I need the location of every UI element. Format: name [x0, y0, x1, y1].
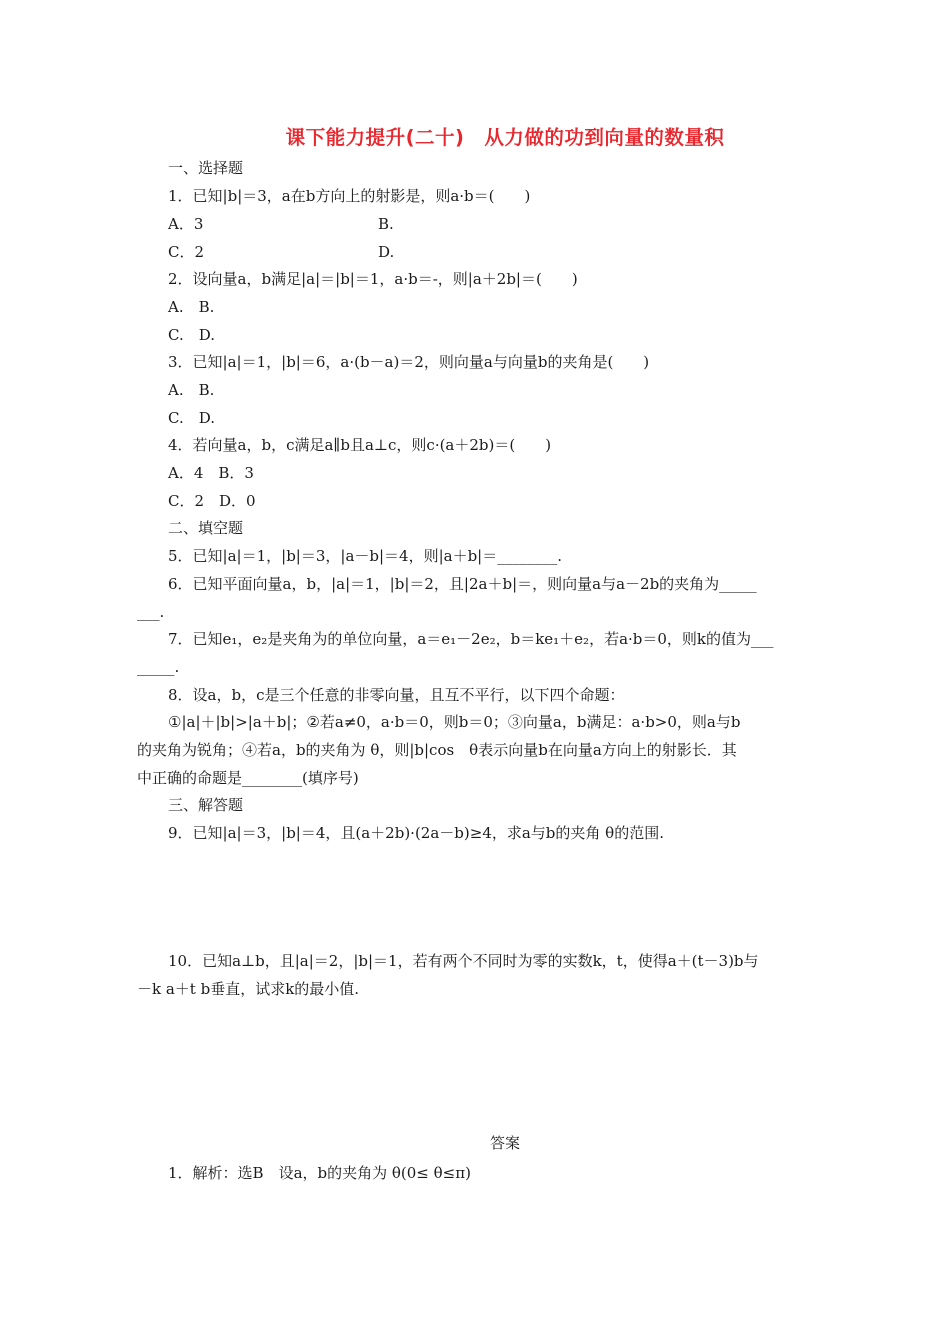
q1-option-a: A．3: [168, 215, 204, 233]
q1-option-b: B.: [378, 215, 394, 233]
q10-line-1: 10．已知a⊥b，且|a|＝2，|b|＝1，若有两个不同时为零的实数k，t，使得a＋(t－3)b与: [168, 952, 759, 970]
q3-stem: 3．已知|a|＝1，|b|＝6，a·(b－a)＝2，则向量a与向量b的夹角是( ): [168, 353, 650, 371]
q1-option-d: D.: [378, 243, 395, 261]
q1-stem: 1．已知|b|＝3，a在b方向上的射影是，则a·b＝( ): [168, 187, 531, 205]
q9-stem: 9．已知|a|＝3，|b|＝4，且(a＋2b)·(2a－b)≥4，求a与b的夹角 θ的范围.: [168, 824, 664, 842]
q4-options-cd: C．2 D．0: [168, 492, 256, 510]
section-problems: 三、解答题: [168, 796, 244, 814]
q5-stem: 5．已知|a|＝1，|b|＝3，|a－b|＝4，则|a＋b|＝________.: [168, 547, 563, 565]
q4-stem: 4．若向量a，b，c满足a∥b且a⊥c，则c·(a＋2b)＝( ): [168, 436, 552, 454]
q6-line-2: ___.: [137, 603, 165, 621]
q8-line-1: 8．设a，b，c是三个任意的非零向量，且互不平行，以下四个命题：: [168, 686, 625, 704]
page-title: 课下能力提升(二十) 从力做的功到向量的数量积: [285, 126, 725, 149]
q4-options-ab: A．4 B．3: [168, 464, 254, 482]
answer-1: 1．解析：选B 设a，b的夹角为 θ(0≤ θ≤π): [168, 1164, 471, 1182]
q7-line-1: 7．已知e₁，e₂是夹角为的单位向量，a＝e₁－2e₂，b＝ke₁＋e₂，若a·b＝0，则k的值为___: [168, 630, 774, 648]
q3-options-ab: A. B.: [168, 381, 215, 399]
answers-heading: 答案: [489, 1134, 520, 1152]
section-fill-in: 二、填空题: [168, 519, 244, 537]
q2-options-ab: A. B.: [168, 298, 215, 316]
q6-line-1: 6．已知平面向量a，b，|a|＝1，|b|＝2，且|2a＋b|＝，则向量a与a－2b的夹角为_____: [168, 575, 757, 593]
q8-line-3: 的夹角为锐角；④若a，b的夹角为 θ，则|b|cos θ表示向量b在向量a方向上的射影长．其: [137, 741, 737, 759]
q2-stem: 2．设向量a，b满足|a|＝|b|＝1，a·b＝-，则|a＋2b|＝( ): [168, 270, 578, 288]
q7-line-2: _____.: [137, 658, 180, 676]
q3-options-cd: C. D.: [168, 409, 215, 427]
q1-option-c: C．2: [168, 243, 205, 261]
q10-line-2: －k a＋t b垂直，试求k的最小值.: [137, 980, 360, 998]
q2-options-cd: C. D.: [168, 326, 215, 344]
section-multiple-choice: 一、选择题: [168, 159, 244, 177]
q8-line-4: 中正确的命题是________(填序号): [137, 769, 359, 787]
q8-line-2: ①|a|＋|b|>|a＋b|；②若a≠0，a·b＝0，则b＝0；③向量a，b满足：a·b>0，则a与b: [168, 713, 741, 731]
